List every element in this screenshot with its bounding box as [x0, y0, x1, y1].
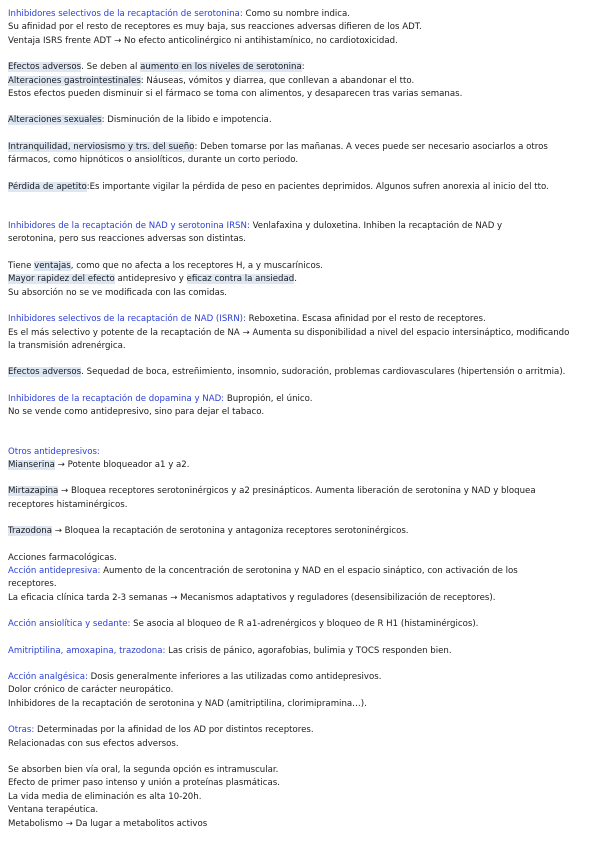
- text-line: Inhibidores de la recaptación de serotonina y NAD (amitriptilina, clorimipramina…).: [8, 698, 367, 709]
- text-line: [8, 220, 594, 233]
- section-heading: Inhibidores selectivos de la recaptación de serotonina:: [8, 9, 243, 19]
- text-line: fármacos, como hipnóticos o ansiolíticos, durante un corto periodo.: [8, 155, 299, 166]
- text-line: receptores histaminérgicos.: [8, 499, 128, 510]
- text-run: Como su nombre indica.: [242, 9, 351, 19]
- section-accion-ansiolitica: [8, 618, 594, 631]
- text-run: . Sequedad de boca, estreñimiento, insomnio, sudoración, problemas cardiovasculares (hipertensión o arritmia).: [81, 367, 566, 378]
- text-line: [8, 260, 594, 273]
- section-isrn: [8, 313, 594, 353]
- text-run: Dosis generalmente inferiores a las utilizadas como antidepresivos.: [87, 672, 382, 682]
- section-acciones-farmacologicas: [8, 552, 594, 606]
- section-accion-analgesica: [8, 671, 594, 711]
- text-line: [8, 181, 594, 194]
- text-line: receptores.: [8, 579, 57, 590]
- section-heading: Amitriptilina, amoxapina, trazodona:: [8, 645, 166, 656]
- highlighted-term: Efectos adversos: [8, 62, 82, 73]
- text-line: [8, 141, 594, 154]
- text-line: [8, 75, 594, 88]
- text-line: [8, 273, 594, 286]
- highlighted-term: Intranquilidad, nerviosismo y trs. del sueño: [8, 141, 195, 152]
- text-run: : Náuseas, vómitos y diarrea, que conllevan a abandonar el tto.: [140, 75, 415, 86]
- section-otras: [8, 724, 594, 751]
- text-line: [8, 724, 594, 737]
- text-line: Se absorben bien vía oral, la segunda opción es intramuscular.: [8, 765, 279, 776]
- section-heading: Acción analgésica:: [8, 672, 88, 682]
- text-run: → Potente bloqueador a1 y a2.: [54, 459, 190, 470]
- section-heading: Inhibidores de la recaptación de dopamina y NAD:: [8, 393, 225, 404]
- section-trazodona: [8, 525, 594, 538]
- highlighted-term: Mayor rapidez del efecto: [8, 274, 115, 285]
- section-ventajas-irsn: [8, 260, 594, 300]
- text-line: Su afinidad por el resto de receptores es muy baja, sus reacciones adversas difieren de los ADT.: [8, 22, 422, 33]
- text-run: Bupropión, el único.: [224, 393, 313, 404]
- text-line: Metabolismo → Da lugar a metabolitos activos: [8, 818, 208, 829]
- text-line: La vida media de eliminación es alta 10-20h.: [8, 791, 202, 802]
- text-line: Relacionadas con sus efectos adversos.: [8, 738, 179, 749]
- section-amitriptilina: [8, 645, 594, 658]
- highlighted-term: Efectos adversos: [8, 367, 82, 378]
- highlighted-term: Trazodona: [8, 526, 52, 537]
- text-run: :Es importante vigilar la pérdida de peso en pacientes deprimidos. Algunos sufren anorexia al inicio del tto.: [86, 181, 549, 192]
- section-efectos-adversos-isrs: [8, 61, 594, 101]
- highlighted-term: eficaz contra la ansiedad: [186, 274, 295, 285]
- text-line: La eficacia clínica tarda 2-3 semanas → Mecanismos adaptativos y reguladores (desensibilización de receptores).: [8, 592, 496, 603]
- section-alteraciones-sexuales: [8, 114, 594, 127]
- text-run: . Se deben al: [81, 62, 141, 73]
- text-run: : Deben tomarse por las mañanas. A veces puede ser necesario asociarlos a otros: [194, 141, 548, 152]
- section-perdida-apetito: [8, 181, 594, 194]
- text-line: Su absorción no se ve modificada con las comidas.: [8, 287, 228, 298]
- text-line: [8, 645, 594, 658]
- section-heading: Inhibidores de la recaptación de NAD y serotonina IRSN:: [8, 221, 250, 232]
- text-line: [8, 565, 594, 578]
- text-run: , como que no afecta a los receptores H, a y muscarínicos.: [70, 260, 323, 271]
- section-heading: Otras:: [8, 725, 35, 736]
- text-run: Venlafaxina y duloxetina. Inhiben la recaptación de NAD y: [249, 221, 503, 232]
- text-run: Las crisis de pánico, agorafobias, bulimia y TOCS responden bien.: [165, 645, 452, 656]
- text-line: Estos efectos pueden disminuir si el fármaco se toma con alimentos, y desaparecen tras varias semanas.: [8, 89, 463, 100]
- document-page: [8, 8, 594, 831]
- text-line: [8, 525, 594, 538]
- text-run: .: [294, 274, 297, 285]
- text-run: Determinadas por la afinidad de los AD por distintos receptores.: [34, 725, 314, 736]
- text-line: [8, 8, 594, 21]
- text-line: [8, 61, 594, 74]
- text-line: [8, 313, 594, 326]
- text-line: [8, 618, 594, 631]
- text-line: [8, 393, 594, 406]
- text-run: antidepresivo y: [114, 274, 187, 285]
- section-isrs: [8, 8, 594, 48]
- text-line: Acciones farmacológicas.: [8, 552, 117, 563]
- text-line: Efecto de primer paso intenso y unión a proteínas plasmáticas.: [8, 778, 280, 789]
- text-run: Se asocia al bloqueo de R a1-adrenérgicos y bloqueo de R H1 (histaminérgicos).: [130, 619, 479, 630]
- section-farmacocinetica: [8, 764, 594, 831]
- section-heading: Inhibidores selectivos de la recaptación de NAD (ISRN):: [8, 314, 246, 325]
- text-run: → Bloquea la recaptación de serotonina y antagoniza receptores serotoninérgicos.: [51, 526, 409, 537]
- section-intranquilidad: [8, 141, 594, 168]
- text-run: Aumento de la concentración de serotonina y NAD en el espacio sináptico, con activación de los: [100, 565, 518, 576]
- highlighted-term: Alteraciones gastrointestinales: [8, 75, 141, 86]
- section-efectos-adversos-isrn: [8, 366, 594, 379]
- text-line: Ventana terapéutica.: [8, 805, 99, 816]
- text-line: [8, 114, 594, 127]
- section-otros-antidepresivos: [8, 446, 594, 473]
- text-line: [8, 459, 594, 472]
- text-line: Es el más selectivo y potente de la recaptación de NA → Aumenta su disponibilidad a nivel del espacio intersináptico, modificando: [8, 327, 570, 338]
- text-line: la transmisión adrenérgica.: [8, 340, 126, 351]
- section-dopamina-nad: [8, 393, 594, 420]
- text-run: Tiene: [8, 260, 35, 271]
- text-line: [8, 485, 594, 498]
- text-line: serotonina, pero sus reacciones adversas son distintas.: [8, 234, 247, 245]
- highlighted-term: aumento en los niveles de serotonina: [140, 62, 302, 73]
- text-line: Dolor crónico de carácter neuropático.: [8, 685, 174, 696]
- highlighted-term: Pérdida de apetito: [8, 181, 87, 192]
- text-line: No se vende como antidepresivo, sino para dejar el tabaco.: [8, 407, 265, 418]
- text-run: Reboxetina. Escasa afinidad por el resto de receptores.: [245, 314, 486, 325]
- section-heading: Acción ansiolítica y sedante:: [8, 619, 131, 630]
- text-line: [8, 366, 594, 379]
- highlighted-term: Mirtazapina: [8, 486, 59, 497]
- text-run: :: [301, 62, 305, 73]
- text-line: [8, 671, 594, 684]
- section-heading: Acción antidepresiva:: [8, 565, 101, 576]
- section-irsn: [8, 220, 594, 247]
- highlighted-term: Alteraciones sexuales: [8, 115, 102, 126]
- text-line: Ventaja ISRS frente ADT → No efecto anticolinérgico ni antihistamínico, no cardiotoxicidad.: [8, 35, 398, 46]
- text-run: → Bloquea receptores serotoninérgicos y a2 presinápticos. Aumenta liberación de serotonina y NAD y bloquea: [58, 486, 536, 497]
- text-run: : Disminución de la libido e impotencia.: [101, 115, 272, 126]
- text-line: [8, 446, 594, 459]
- highlighted-term: Mianserina: [8, 459, 55, 470]
- section-mirtazapina: [8, 485, 594, 512]
- section-heading: Otros antidepresivos:: [8, 446, 100, 457]
- highlighted-term: ventajas: [34, 260, 71, 271]
